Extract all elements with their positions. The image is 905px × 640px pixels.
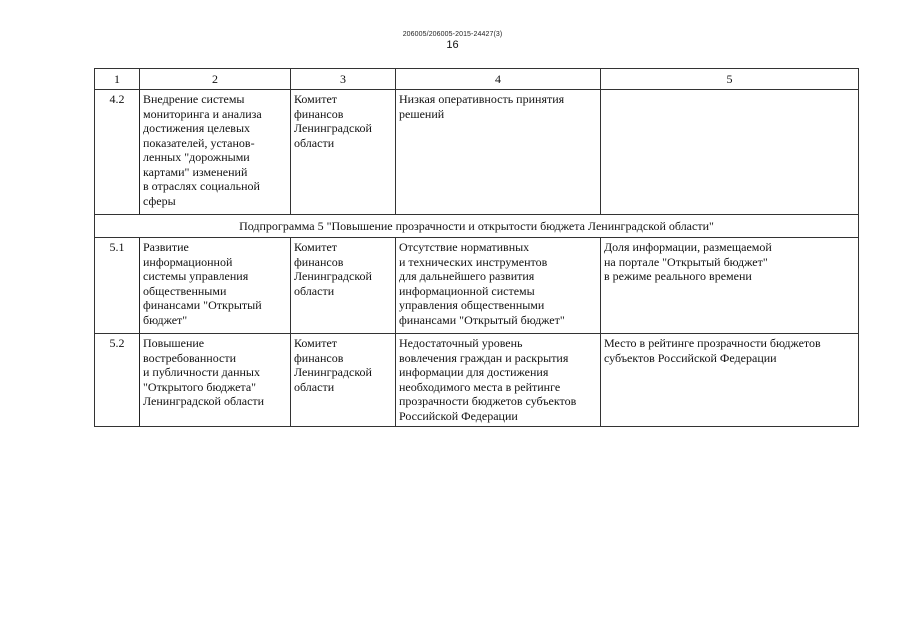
row-number: 4.2 — [95, 90, 140, 215]
table-header-row — [95, 69, 859, 90]
column-header-5: 5 — [601, 69, 859, 90]
row-number: 5.2 — [95, 334, 140, 427]
measure-cell: Развитие информационной системы управления общественными финансами "Открытый бюджет" — [140, 238, 291, 334]
row-number: 5.1 — [95, 238, 140, 334]
table-row — [95, 90, 859, 215]
column-header-1: 1 — [95, 69, 140, 90]
document-id: 206005/206005-2015-24427(3) — [402, 31, 503, 38]
measures-table — [94, 68, 859, 427]
subprogram-row — [95, 215, 859, 238]
executor-cell: Комитет финансов Ленинградской области — [291, 90, 396, 215]
page-number: 16 — [446, 39, 459, 51]
column-header-3: 3 — [291, 69, 396, 90]
executor-cell: Комитет финансов Ленинградской области — [291, 334, 396, 427]
subprogram-title: Подпрограмма 5 "Повышение прозрачности и открытости бюджета Ленинградской области" — [95, 215, 859, 238]
measure-cell: Повышение востребованности и публичности данных "Открытого бюджета" Ленинградской области — [140, 334, 291, 427]
consequence-cell: Отсутствие нормативных и технических инструментов для дальнейшего развития информационной системы управления общественными финансами "Открытый бюджет" — [396, 238, 601, 334]
executor-cell: Комитет финансов Ленинградской области — [291, 238, 396, 334]
table-row — [95, 334, 859, 427]
consequence-cell: Низкая оперативность принятия решений — [396, 90, 601, 215]
indicator-cell: Доля информации, размещаемой на портале "Открытый бюджет" в режиме реального времени — [601, 238, 859, 334]
measure-cell: Внедрение системы мониторинга и анализа достижения целевых показателей, установ- ленных "дорожными картами" изменений в отраслях социальной сферы — [140, 90, 291, 215]
column-header-2: 2 — [140, 69, 291, 90]
column-header-4: 4 — [396, 69, 601, 90]
indicator-cell: Место в рейтинге прозрачности бюджетов субъектов Российской Федерации — [601, 334, 859, 427]
table-row — [95, 238, 859, 334]
indicator-cell — [601, 90, 859, 215]
consequence-cell: Недостаточный уровень вовлечения граждан и раскрытия информации для достижения необходимого места в рейтинге прозрачности бюджетов субъектов Российской Федерации — [396, 334, 601, 427]
